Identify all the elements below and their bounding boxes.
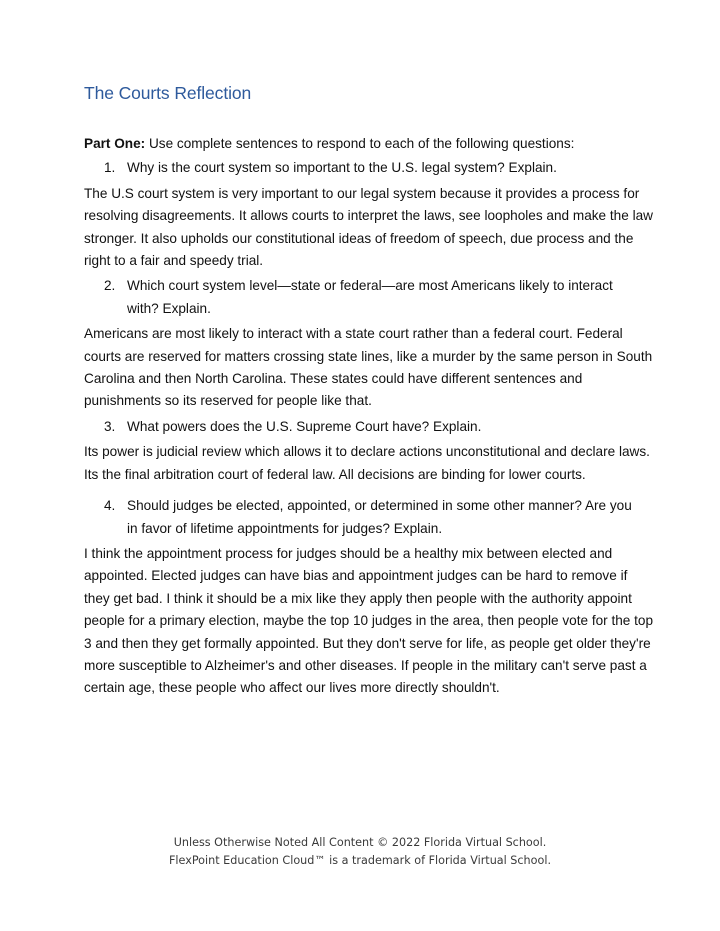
answer-paragraph: Americans are most likely to interact with a state court rather than a federal court. Federal courts are reserved for matters crossing state lines, like a murder by the same person in South Carolina and then North Carolina. These states could have different sentences and punishments so its reserved for people like that. [84, 326, 653, 409]
question-item [84, 416, 654, 438]
part-instruction: Use complete sentences to respond to each of the following questions: [148, 136, 575, 151]
question-text: Should judges be elected, appointed, or determined in some other manner? Are you in favor of lifetime appointments for judges? Explain. [127, 498, 632, 536]
page-title: The Courts Reflection [84, 83, 252, 103]
copyright-footer [0, 834, 720, 869]
question-number: 4. [104, 498, 116, 514]
question-item [84, 495, 654, 540]
part-instruction-line [84, 133, 654, 155]
question-number: 2. [104, 278, 116, 294]
answer-paragraph: I think the appointment process for judges should be a healthy mix between elected and appointed. Elected judges can have bias and appointment judges can be hard to remove if they get bad. I think it should be a mix like they apply then people with the authority appoint people for a primary election, maybe the top 10 judges in the area, then people vote for the top 3 and then they get formally appointed. But they don't serve for life, as people get older they're more susceptible to Alzheimer's and other diseases. If people in the military can't serve past a certain age, these people who affect our lives more directly shouldn't. [84, 545, 654, 696]
question-item [84, 157, 654, 179]
question-number: 3. [104, 418, 116, 434]
footer-copyright-line: Unless Otherwise Noted All Content © 2022 Florida Virtual School. [173, 836, 547, 849]
answer-paragraph: The U.S court system is very important to our legal system because it provides a process for resolving disagreements. It allows courts to interpret the laws, see loopholes and make the law stronger. It also upholds our constitutional ideas of freedom of speech, due process and the right to a fair and speedy trial. [84, 185, 653, 269]
question-text: What powers does the U.S. Supreme Court have? Explain. [127, 418, 482, 434]
question-item [84, 275, 654, 320]
question-number: 1. [104, 160, 116, 176]
answer-paragraph: Its power is judicial review which allows it to declare actions unconstitutional and declare laws. Its the final arbitration court of federal law. All decisions are binding for lower courts. [84, 444, 650, 482]
question-text: Which court system level—state or federal—are most Americans likely to interact with? Explain. [127, 278, 613, 316]
question-text: Why is the court system so important to the U.S. legal system? Explain. [127, 160, 557, 176]
footer-trademark-line: FlexPoint Education Cloud™ is a trademark of Florida Virtual School. [168, 853, 551, 867]
part-label: Part One: [84, 136, 146, 151]
document-body [84, 133, 654, 703]
